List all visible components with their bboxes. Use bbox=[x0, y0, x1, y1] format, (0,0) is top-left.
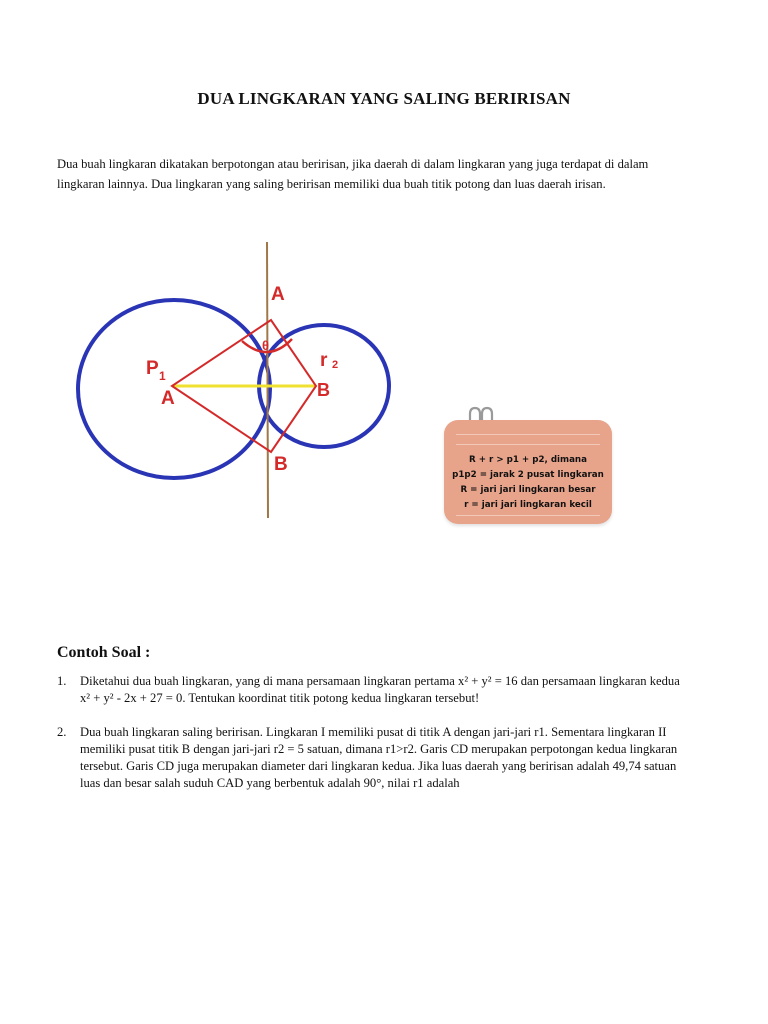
note-line-4: r = jari jari lingkaran kecil bbox=[464, 500, 592, 510]
intro-paragraph: Dua buah lingkaran dikatakan berpotongan atau beririsan, jika daerah di dalam lingkaran yang juga terdapat di dalam lingkaran lainnya. Dua lingkaran yang saling beririsan memiliki dua buah titik potong dan luas daerah irisan. bbox=[57, 157, 649, 191]
label-r2: r bbox=[320, 350, 328, 371]
point-label-a-left: A bbox=[161, 388, 175, 409]
problem-list bbox=[57, 673, 687, 792]
problem-number: 2. bbox=[57, 725, 67, 739]
point-label-b-bottom: B bbox=[274, 454, 288, 475]
problem-item bbox=[57, 724, 687, 792]
problem-item bbox=[57, 673, 687, 707]
problem-text: Diketahui dua buah lingkaran, yang di mana persamaan lingkaran pertama x² + y² = 16 dan persamaan lingkaran kedua x² + y² - 2x + 27 = 0. Tentukan koordinat titik potong kedua lingkaran tersebut! bbox=[80, 674, 680, 705]
diagram-svg bbox=[62, 226, 422, 536]
note-rule bbox=[456, 434, 600, 435]
section-heading: Contoh Soal : bbox=[57, 644, 151, 661]
note-line-3: R = jari jari lingkaran besar bbox=[460, 485, 596, 495]
formula-note bbox=[424, 386, 630, 548]
common-chord-line bbox=[267, 242, 268, 518]
note-card bbox=[444, 420, 612, 524]
intersecting-circles-diagram bbox=[62, 226, 422, 536]
label-p1-sub: 1 bbox=[159, 369, 166, 383]
note-rule bbox=[456, 444, 600, 445]
problem-text: Dua buah lingkaran saling beririsan. Lingkaran I memiliki pusat di titik A dengan jari-jari r1. Sementara lingkaran II memiliki pusat titik B dengan jari-jari r2 = 5 satuan, dimana r1>r2. Garis CD merupakan perpotongan kedua lingkaran tersebut. Garis CD juga merupakan diameter dari lingkaran kedua. Jika luas daerah yang beririsan adalah 49,74 satuan luas dan besar salah suduh CAD yang berbentuk adalah 90°, nilai r1 adalah bbox=[80, 725, 678, 790]
note-line-1: R + r > p1 + p2, dimana bbox=[469, 455, 587, 465]
page-title: DUA LINGKARAN YANG SALING BERIRISAN bbox=[197, 89, 571, 108]
point-label-a-top: A bbox=[271, 284, 285, 305]
note-text bbox=[444, 453, 612, 513]
label-r2-sub: 2 bbox=[332, 359, 339, 371]
note-rule bbox=[456, 515, 600, 516]
point-label-b-right: B bbox=[317, 380, 330, 400]
label-p1: P bbox=[146, 358, 159, 379]
angle-label: θ bbox=[262, 338, 270, 353]
note-line-2: p1p2 = jarak 2 pusat lingkaran bbox=[452, 470, 604, 480]
problem-number: 1. bbox=[57, 674, 67, 688]
